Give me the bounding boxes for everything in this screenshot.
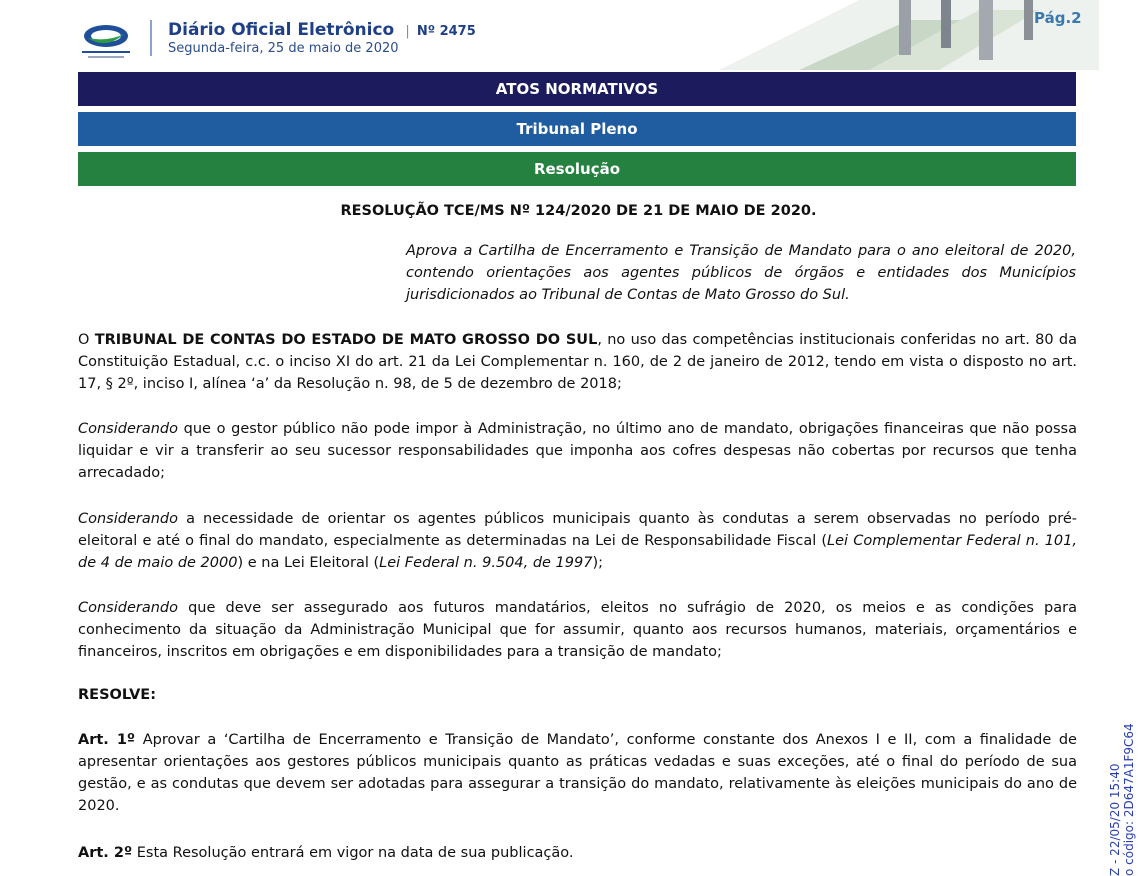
- journal-title-line: [168, 20, 476, 40]
- section-band: ATOS NORMATIVOS: [78, 72, 1076, 106]
- considering-word: Considerando: [78, 600, 179, 616]
- body-band: Tribunal Pleno: [78, 112, 1076, 146]
- considering-paragraph-1: [78, 418, 1077, 484]
- resolution-summary: Aprova a Cartilha de Encerramento e Transição de Mandato para o ano eleitoral de 2020, contendo orientações aos agentes públicos de órgãos e entidades dos Municípios jurisdicionados ao Tribunal de Contas de Mato Grosso do Sul.: [406, 243, 1076, 303]
- considering-text: que deve ser assegurado aos futuros mandatários, eleitos no sufrágio de 2020, os meios e as condições para conhecimento da situação da Administração Municipal que for assumir, quanto aos recursos humanos, materiais, orçamentários e financeiros, inscritos em obrigações e em disponibilidades para a transição de mandato;: [78, 600, 1077, 660]
- journal-title: Diário Oficial Eletrônico: [168, 20, 395, 40]
- page-number: Pág.2: [1034, 9, 1082, 27]
- tribunal-name: TRIBUNAL DE CONTAS DO ESTADO DE MATO GROSSO DO SUL: [94, 332, 598, 348]
- article-label: Art. 1º: [78, 732, 136, 748]
- law-reference: Lei Federal n. 9.504, de 1997: [379, 555, 593, 571]
- issue-number: Nº 2475: [416, 24, 476, 39]
- tribunal-logo: [76, 20, 136, 62]
- considering-word: Considerando: [78, 421, 179, 437]
- resolution-heading: RESOLUÇÃO TCE/MS Nº 124/2020 DE 21 DE MAIO DE 2020.: [340, 203, 817, 219]
- considering-text: que o gestor público não pode impor à Administração, no último ano de mandato, obrigações financeiras que não possa liquidar e vir a transferir ao seu sucessor responsabilidades que imponha aos cofres despesas não cobertas por recursos que tenha arrecadado;: [78, 421, 1077, 481]
- considering-text: a necessidade de orientar os agentes públicos municipais quanto às condutas a serem observadas no período pré-eleitoral e até o final do mandato, especialmente as determinadas na Lei de Responsabilidade Fiscal (: [78, 511, 1077, 549]
- type-band: Resolução: [78, 152, 1076, 186]
- issue-separator: |: [405, 24, 410, 39]
- law-reference: Lei Complementar Federal n. 101, de 4 de maio de 2000: [78, 533, 1077, 571]
- publication-date: Segunda-feira, 25 de maio de 2020: [168, 41, 399, 56]
- page-header: [0, 0, 1139, 70]
- considering-word: Considerando: [78, 511, 179, 527]
- considering-paragraph-2: [78, 508, 1077, 574]
- considering-text: ) e na Lei Eleitoral (: [237, 555, 380, 571]
- stamp-line-2: o código: 2D647A1F9C64: [1122, 723, 1136, 876]
- preamble-paragraph: [78, 329, 1077, 395]
- preamble-lead: O: [78, 332, 95, 348]
- considering-text: );: [592, 555, 603, 571]
- resolve-heading: RESOLVE:: [78, 687, 157, 703]
- signature-stamp: [1108, 723, 1136, 876]
- article-text: Esta Resolução entrará em vigor na data de sua publicação.: [132, 845, 574, 861]
- stamp-line-1: Z - 22/05/20 15:40: [1108, 763, 1122, 876]
- article-label: Art. 2º: [78, 845, 133, 861]
- considering-paragraph-3: [78, 597, 1077, 663]
- article-2: [78, 842, 1077, 864]
- preamble-text: , no uso das competências institucionais conferidas no art. 80 da Constituição Estadual, c.c. o inciso XI do art. 21 da Lei Complementar n. 160, de 2 de janeiro de 2012, tendo em vista o disposto no art. 17, § 2º, inciso I, alínea ‘a’ da Resolução n. 98, de 5 de dezembro de 2018;: [78, 332, 1077, 392]
- article-text: Aprovar a ‘Cartilha de Encerramento e Transição de Mandato’, conforme constante dos Anexos I e II, com a finalidade de apresentar orientações aos gestores públicos municipais quanto as práticas vedadas e suas exceções, até o final do período de sua gestão, e as condutas que devem ser adotadas para assegurar a transição do mandato, relativamente às eleições municipais do ano de 2020.: [78, 732, 1077, 814]
- header-divider: [150, 20, 152, 56]
- article-1: [78, 729, 1077, 817]
